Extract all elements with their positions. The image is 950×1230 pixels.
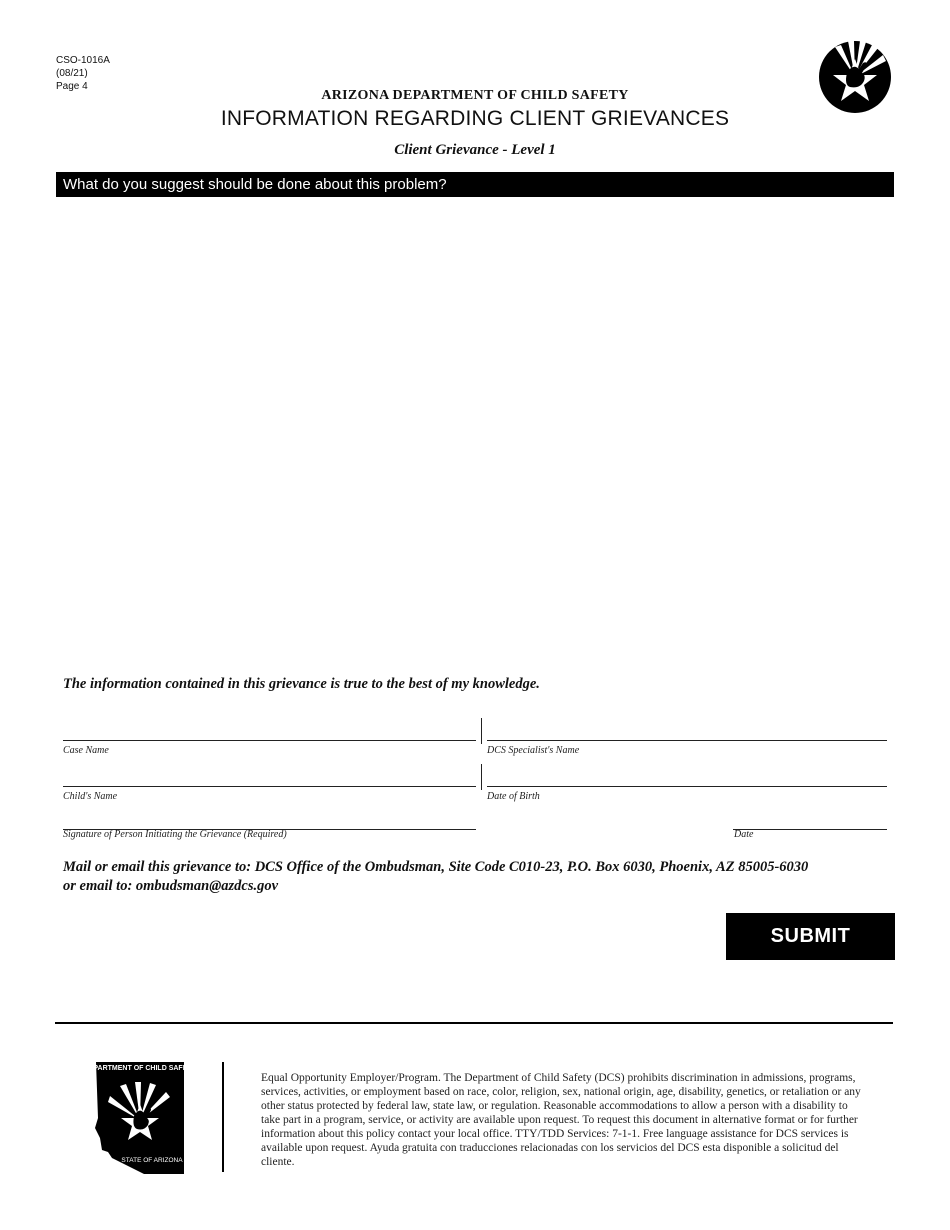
suggestion-answer-textarea[interactable] [56,200,898,659]
date-of-birth-input[interactable] [488,766,887,786]
page-title: INFORMATION REGARDING CLIENT GRIEVANCES [220,107,730,130]
case-name-input[interactable] [63,720,477,740]
date-of-birth-line [487,786,887,787]
page-number: Page 4 [56,81,88,92]
footer-divider [55,1022,893,1024]
case-name-label: Case Name [63,745,109,756]
department-name: ARIZONA DEPARTMENT OF CHILD SAFETY [321,88,629,103]
page-subtitle: Client Grievance - Level 1 [394,142,556,158]
footer-vertical-divider [222,1062,224,1172]
date-label: Date [734,829,754,840]
date-input[interactable] [734,808,888,828]
logo-text-top: DEPARTMENT OF CHILD SAFETY [83,1065,197,1072]
child-name-label: Child's Name [63,791,118,802]
field-divider [481,764,482,790]
specialist-name-line [487,740,887,741]
mail-instructions [63,858,808,896]
specialist-name-label: DCS Specialist's Name [487,745,580,756]
case-name-line [63,740,476,741]
form-revision: (08/21) [56,68,88,79]
dcs-state-logo-icon [83,1062,197,1174]
eeo-statement: Equal Opportunity Employer/Program. The Department of Child Safety (DCS) prohibits discrimination in admissions, programs, services, activities, or employment based on race, color, religion, sex, national origin, age, disability, genetics, or retaliation or any other status protected by federal law, state law, or regulation. Reasonable accommodations to allow a person with a disability to take part in a program, service, or activity are available upon request. To request this document in alternative format or for further information about this policy contact your local office. TTY/TDD Services: 7-1-1. Free language assistance for DCS services is available upon request. Ayuda gratuita con traducciones relacionadas con los servicios del DCS esta disponible a solicitud del cliente. [261,1072,861,1168]
specialist-name-input[interactable] [488,720,887,740]
child-name-line [63,786,476,787]
attestation-statement: The information contained in this grievance is true to the best of my knowledge. [63,676,540,692]
child-name-input[interactable] [63,766,477,786]
field-divider [481,718,482,744]
question-heading: What do you suggest should be done about this problem? [56,172,894,197]
date-of-birth-label: Date of Birth [487,791,540,802]
mail-email-line: or email to: ombudsman@azdcs.gov [63,878,279,894]
signature-input[interactable] [63,808,477,828]
mail-address-line: Mail or email this grievance to: DCS Office of the Ombudsman, Site Code C010-23, P.O. Box 6030, Phoenix, AZ 85005-6030 [63,859,809,875]
submit-button[interactable]: SUBMIT [726,913,895,960]
signature-label: Signature of Person Initiating the Grievance (Required) [63,829,287,840]
logo-text-bottom: STATE OF ARIZONA [121,1157,183,1164]
form-code: CSO-1016A [56,55,110,66]
date-line [733,829,887,830]
